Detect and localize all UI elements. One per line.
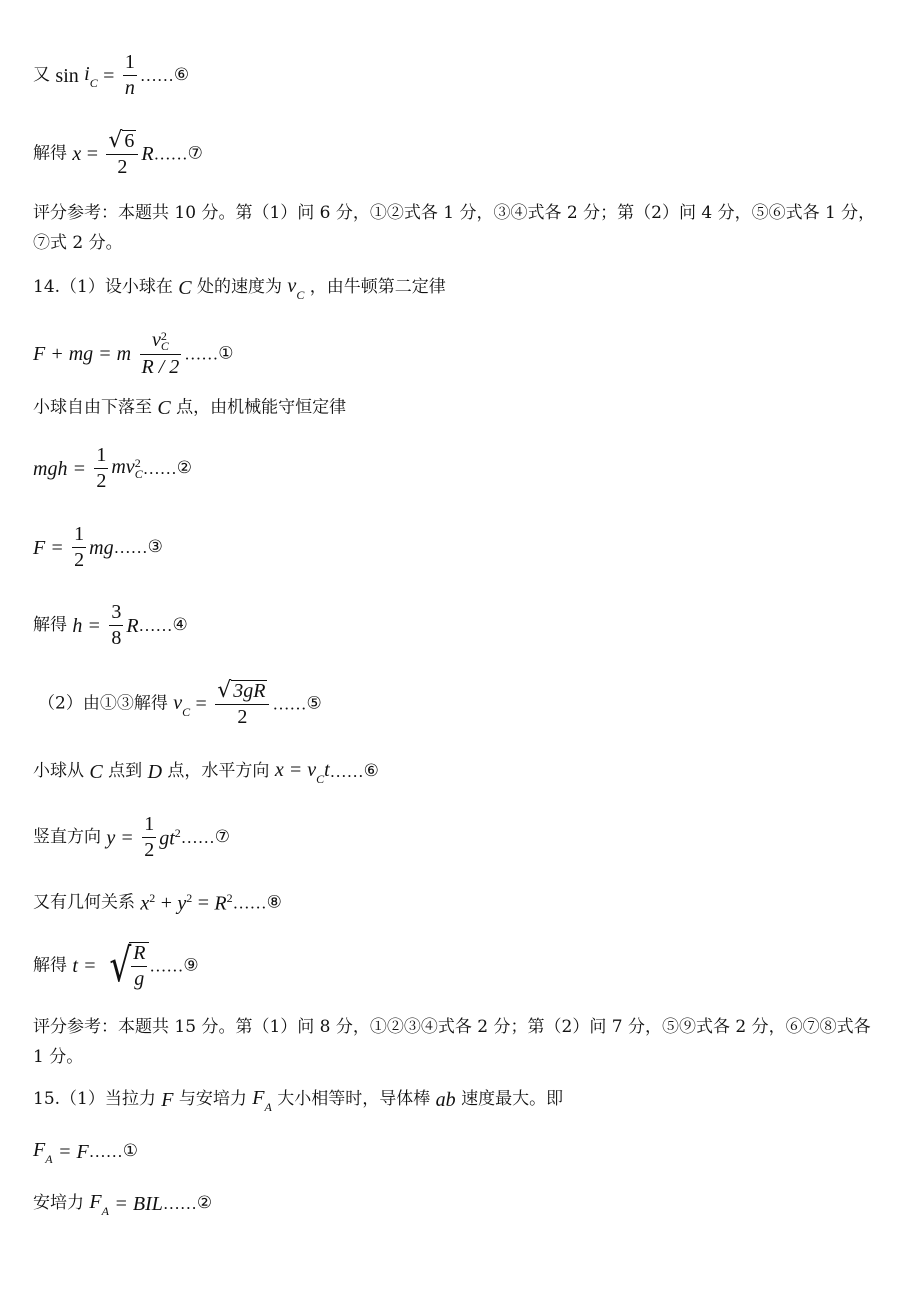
- fraction: $\frac{1}{2}$: [74, 523, 85, 571]
- equation-line-6a: 又 $\sin i_C$ = $\frac{1}{n}$ ……⑥: [33, 51, 190, 99]
- equation-number: ⑧: [266, 892, 282, 913]
- dots: ……: [149, 956, 184, 976]
- equation-line-15-2: 安培力 $F_A$ = BIL……②: [33, 1191, 213, 1218]
- var-v: v: [287, 275, 297, 297]
- var-c: C: [178, 276, 192, 299]
- equation-number: ⑥: [173, 65, 190, 85]
- dots: ……: [329, 762, 364, 781]
- lhs: F =: [33, 536, 64, 559]
- equation-line-14-3: F = $\frac{1}{2}$ mg……③: [33, 523, 163, 571]
- prefix-text: 又: [33, 65, 50, 85]
- var-v: v: [151, 329, 161, 351]
- var-v: v: [173, 691, 183, 714]
- denominator: n: [124, 77, 135, 99]
- dots: ……: [184, 344, 219, 364]
- fraction: √ 3gR 2: [215, 680, 269, 728]
- equation-number: ①: [122, 1141, 138, 1161]
- sqrt: √ 3gR: [217, 678, 266, 704]
- fraction: [106, 130, 138, 178]
- fraction: $\frac{3}{8}$: [111, 601, 122, 649]
- equation-number: ⑦: [187, 143, 203, 164]
- lhs: mgh =: [33, 457, 86, 480]
- dots: ……: [88, 1142, 123, 1161]
- lhs: h =: [72, 614, 101, 637]
- free-fall-text: 小球自由下落至 C 点，由机械能守恒定律: [33, 397, 347, 419]
- radicand: 3gR: [233, 680, 266, 703]
- denominator: 2: [117, 156, 128, 179]
- equation-line-15-1: $F_A$ = F……①: [33, 1139, 138, 1166]
- scoring-paragraph-14: 评分参考：本题共 15 分。第（1）问 8 分，①②③④式各 2 分；第（2）问 7 分，⑤⑨式各 2 分，⑥⑦⑧式各 1 分。: [33, 1017, 871, 1067]
- numerator: 1: [124, 51, 135, 73]
- equation-line-14-7: 竖直方向 y = $\frac{1}{2}$ $gt^2\dots\dots ⑦$: [33, 813, 230, 861]
- equation-number: ⑤: [306, 693, 322, 714]
- fraction: $\frac{R}{g}$: [133, 942, 146, 990]
- sin-function: sin: [55, 64, 79, 87]
- denominator: R / 2: [141, 356, 180, 379]
- dots: ……: [138, 616, 173, 635]
- sqrt: √ 6: [108, 128, 135, 154]
- equation-number: ⑨: [183, 955, 199, 976]
- dots: ……: [162, 1194, 197, 1213]
- dots: ……: [139, 66, 174, 85]
- fraction: $\frac{1}{2}$: [96, 444, 107, 492]
- radicand: 6: [124, 130, 135, 153]
- var-r: R: [141, 143, 154, 166]
- equation-line-14-2: mgh = $\frac{1}{2}$ mv 2 C ……②: [33, 444, 192, 492]
- equation-number: ①: [218, 343, 234, 364]
- sqrt: √ $\frac{R}{g}$: [102, 942, 150, 990]
- var-c: C: [157, 397, 171, 419]
- fraction: [123, 52, 137, 99]
- dots: ……: [142, 459, 177, 478]
- lhs: F + mg = m: [33, 343, 132, 366]
- dots: ……: [272, 694, 307, 714]
- dots: ……: [113, 538, 148, 557]
- equation-number: ⑥: [363, 761, 379, 781]
- equation-number: ④: [172, 615, 188, 635]
- fraction: v 2 C R / 2: [141, 328, 180, 379]
- dots: ……: [232, 893, 267, 913]
- problem-14-intro: 14.（1）设小球在 C 处的速度为 $v_C$ ，由牛顿第二定律: [33, 275, 446, 302]
- problem-15-intro: 15.（1）当拉力 F 与安培力 $F_A$ 大小相等时，导体棒 ab 速度最大。即: [33, 1087, 564, 1114]
- equation-line-14-6: 小球从 C 点到 D 点，水平方向 $x = v_Ct\dots\dots ⑥$: [33, 759, 379, 786]
- subscript: C: [89, 76, 98, 90]
- prefix-text: 解得: [33, 143, 67, 164]
- equation-number: ③: [147, 537, 163, 557]
- dots: ……: [153, 144, 188, 164]
- equation-number: ⑦: [214, 827, 230, 847]
- equation-line-14-5: （2）由①③解得 $v_C$ = √ 3gR 2 ……⑤: [38, 678, 322, 729]
- fraction: $\frac{1}{2}$: [144, 813, 155, 861]
- equation-line-14-4: 解得 h = $\frac{3}{8}$ R……④: [33, 601, 188, 649]
- equation-number: ②: [196, 1193, 213, 1213]
- equation-line-14-9: 解得 t = √ $\frac{R}{g}$ ……⑨: [33, 938, 199, 992]
- equation-line-14-8: 又有几何关系 $x^2 + y^2$ = $R^2\dots\dots ⑧$: [33, 891, 282, 915]
- equation-number: ②: [176, 458, 192, 478]
- equation-line-14-1: [33, 330, 234, 378]
- var-x: x: [72, 143, 82, 166]
- var-i: i: [84, 63, 90, 85]
- dots: ……: [180, 828, 215, 847]
- scoring-paragraph-13: 评分参考：本题共 10 分。第（1）问 6 分，①②式各 1 分，③④式各 2 分；第（2）问 4 分，⑤⑥式各 1 分，⑦式 2 分。: [33, 203, 876, 253]
- equation-line-7a: 解得 x = √ 6 2 R……⑦: [33, 128, 203, 179]
